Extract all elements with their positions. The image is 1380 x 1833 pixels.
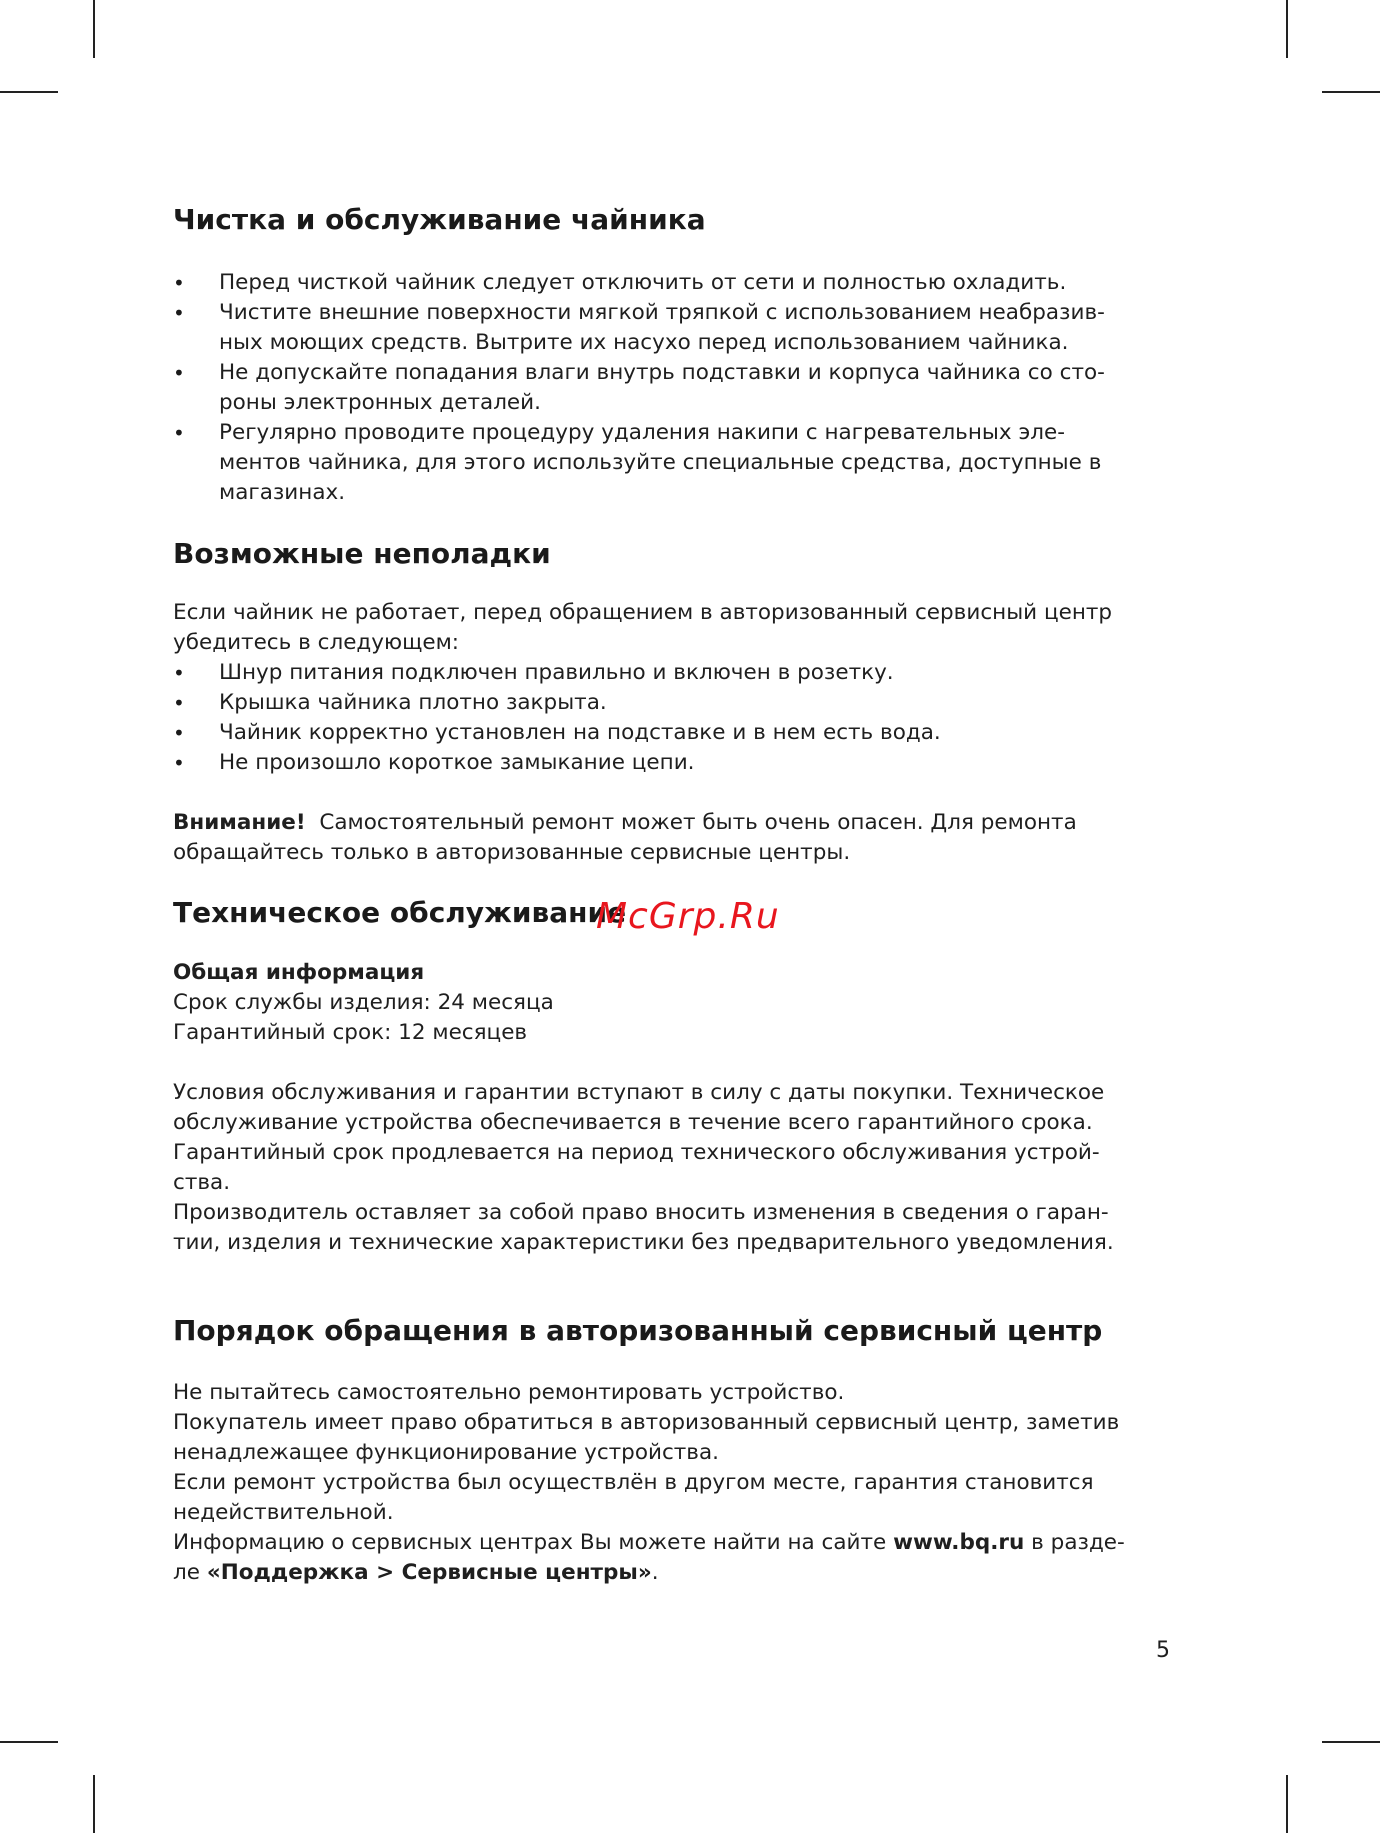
maintenance-paragraph xyxy=(173,1078,1114,1258)
text-line: Условия обслуживания и гарантии вступают в силу с даты покупки. Техническое xyxy=(173,1080,1105,1105)
service-paragraph xyxy=(173,1378,1125,1588)
heading-service-center: Порядок обращения в авторизованный сервисный центр xyxy=(173,1314,1103,1347)
list-item-text: Шнур питания подключен правильно и включен в розетку. xyxy=(219,660,894,685)
service-life: Срок службы изделия: 24 месяца xyxy=(173,990,554,1015)
warning-note xyxy=(173,808,1077,868)
warranty-term: Гарантийный срок: 12 месяцев xyxy=(173,1020,528,1045)
list-item xyxy=(173,358,1105,418)
text-fragment: в разде- xyxy=(1024,1530,1125,1555)
text-line: обращайтесь только в авторизованные сервисные центры. xyxy=(173,840,851,865)
text-line: Покупатель имеет право обратиться в авторизованный сервисный центр, заметив xyxy=(173,1410,1120,1435)
list-item-text: Чайник корректно установлен на подставке и в нем есть вода. xyxy=(219,720,941,745)
text-line: тии, изделия и технические характеристики без предварительного уведомления. xyxy=(173,1230,1114,1255)
text-line: Производитель оставляет за собой право вносить изменения в сведения о гаран- xyxy=(173,1200,1109,1225)
watermark: McGrp.Ru xyxy=(596,896,780,937)
list-item-text: Чистите внешние поверхности мягкой тряпкой с использованием неабразив- xyxy=(219,300,1105,325)
text-line: обслуживание устройства обеспечивается в течение всего гарантийного срока. xyxy=(173,1110,1093,1135)
text-line: убедитесь в следующем: xyxy=(173,630,460,655)
crop-mark xyxy=(1286,0,1288,58)
list-item xyxy=(173,748,695,778)
bullet-icon: • xyxy=(173,691,185,715)
crop-mark xyxy=(93,0,95,58)
list-item-text: Регулярно проводите процедуру удаления накипи с нагревательных эле- xyxy=(219,420,1065,445)
bullet-icon: • xyxy=(173,751,185,775)
maintenance-general xyxy=(173,958,554,1048)
crop-mark xyxy=(0,91,58,93)
text-line: Если чайник не работает, перед обращением в авторизованный сервисный центр xyxy=(173,600,1113,625)
faults-intro xyxy=(173,598,1112,658)
list-item-text: ных моющих средств. Вытрите их насухо перед использованием чайника. xyxy=(219,330,1069,355)
crop-mark xyxy=(1322,1741,1380,1743)
text-line: Не пытайтесь самостоятельно ремонтировать устройство. xyxy=(173,1380,845,1405)
crop-mark xyxy=(1322,91,1380,93)
warning-text: Самостоятельный ремонт может быть очень опасен. Для ремонта xyxy=(319,810,1077,835)
heading-cleaning: Чистка и обслуживание чайника xyxy=(173,203,706,236)
heading-maintenance: Техническое обслуживание xyxy=(173,896,627,929)
list-item-text: Не допускайте попадания влаги внутрь подставки и корпуса чайника со сто- xyxy=(219,360,1105,385)
text-fragment: ле xyxy=(173,1560,207,1585)
website-link[interactable]: www.bq.ru xyxy=(893,1530,1025,1555)
support-path: «Поддержка > Сервисные центры» xyxy=(206,1560,652,1585)
list-item xyxy=(173,658,894,688)
warning-label: Внимание! xyxy=(173,810,306,835)
list-item xyxy=(173,418,1101,508)
list-item-text: Крышка чайника плотно закрыта. xyxy=(219,690,607,715)
text-fragment: Информацию о сервисных центрах Вы можете найти на сайте xyxy=(173,1530,894,1555)
bullet-icon: • xyxy=(173,361,185,385)
text-line: Если ремонт устройства был осуществлён в другом месте, гарантия становится xyxy=(173,1470,1094,1495)
list-item-text: Не произошло короткое замыкание цепи. xyxy=(219,750,695,775)
page-number: 5 xyxy=(1156,1638,1170,1663)
list-item xyxy=(173,718,941,748)
text-line: Гарантийный срок продлевается на период технического обслуживания устрой- xyxy=(173,1140,1100,1165)
bullet-icon: • xyxy=(173,271,185,295)
bullet-icon: • xyxy=(173,301,185,325)
text-fragment: . xyxy=(651,1560,659,1585)
bullet-icon: • xyxy=(173,661,185,685)
list-item-text: Перед чисткой чайник следует отключить от сети и полностью охладить. xyxy=(219,270,1067,295)
list-item-text: роны электронных деталей. xyxy=(219,390,541,415)
bullet-icon: • xyxy=(173,721,185,745)
text-line: ненадлежащее функционирование устройства. xyxy=(173,1440,719,1465)
crop-mark xyxy=(93,1775,95,1833)
subheading: Общая информация xyxy=(173,960,425,985)
list-item xyxy=(173,298,1105,358)
text-line: ства. xyxy=(173,1170,231,1195)
heading-faults: Возможные неполадки xyxy=(173,537,551,570)
list-item xyxy=(173,688,607,718)
crop-mark xyxy=(1286,1775,1288,1833)
list-item-text: ментов чайника, для этого используйте специальные средства, доступные в xyxy=(219,450,1102,475)
bullet-icon: • xyxy=(173,421,185,445)
list-item-text: магазинах. xyxy=(219,480,346,505)
list-item xyxy=(173,268,1066,298)
text-line: недействительной. xyxy=(173,1500,394,1525)
crop-mark xyxy=(0,1741,58,1743)
